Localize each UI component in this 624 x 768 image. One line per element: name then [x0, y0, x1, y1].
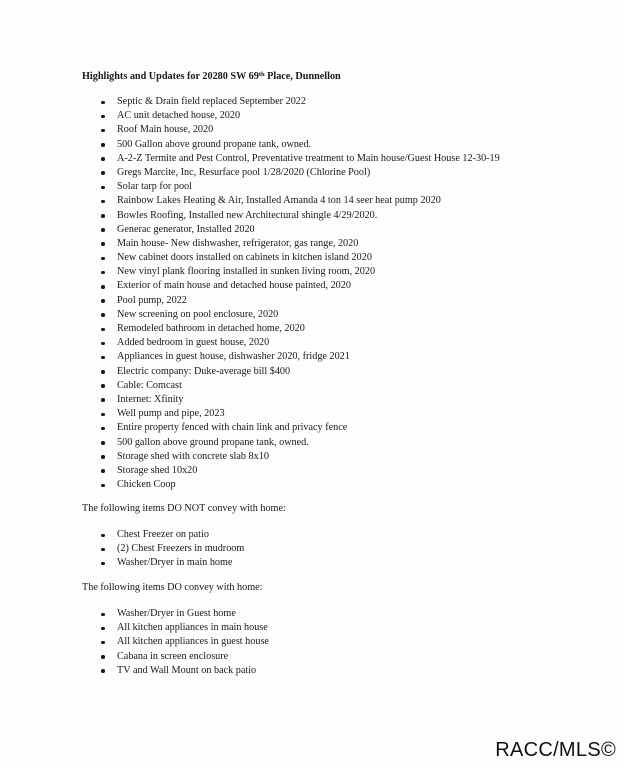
- convey-heading: The following items DO convey with home:: [82, 582, 263, 593]
- list-item: Gregs Marcite, Inc, Resurface pool 1/28/2020 (Chlorine Pool): [0, 166, 500, 180]
- list-item: New cabinet doors installed on cabinets in kitchen island 2020: [0, 251, 500, 265]
- highlights-list: [0, 95, 500, 492]
- list-item: Main house- New dishwasher, refrigerator, gas range, 2020: [0, 237, 500, 251]
- list-item: Storage shed 10x20: [0, 464, 500, 478]
- list-item: 500 Gallon above ground propane tank, owned.: [0, 138, 500, 152]
- list-item: Appliances in guest house, dishwasher 2020, fridge 2021: [0, 350, 500, 364]
- list-item: New screening on pool enclosure, 2020: [0, 308, 500, 322]
- list-item: Pool pump, 2022: [0, 294, 500, 308]
- list-item: Chest Freezer on patio: [0, 528, 244, 542]
- list-item: Solar tarp for pool: [0, 180, 500, 194]
- list-item: Rainbow Lakes Heating & Air, Installed Amanda 4 ton 14 seer heat pump 2020: [0, 194, 500, 208]
- list-item: Washer/Dryer in Guest home: [0, 607, 269, 621]
- list-item: Roof Main house, 2020: [0, 123, 500, 137]
- list-item: 500 gallon above ground propane tank, owned.: [0, 436, 500, 450]
- list-item: Remodeled bathroom in detached home, 2020: [0, 322, 500, 336]
- list-item: A-2-Z Termite and Pest Control, Preventative treatment to Main house/Guest House 12-30-19: [0, 152, 500, 166]
- list-item: Septic & Drain field replaced September 2022: [0, 95, 500, 109]
- list-item: Washer/Dryer in main home: [0, 556, 244, 570]
- list-item: TV and Wall Mount on back patio: [0, 664, 269, 678]
- list-item: Chicken Coop: [0, 478, 500, 492]
- convey-list: [0, 607, 269, 678]
- list-item: Cabana in screen enclosure: [0, 650, 269, 664]
- list-item: Storage shed with concrete slab 8x10: [0, 450, 500, 464]
- mls-watermark: RACC/MLS©: [495, 739, 616, 761]
- list-item: Electric company: Duke-average bill $400: [0, 365, 500, 379]
- list-item: Added bedroom in guest house, 2020: [0, 336, 500, 350]
- list-item: Entire property fenced with chain link and privacy fence: [0, 421, 500, 435]
- not-convey-list: [0, 528, 244, 571]
- list-item: All kitchen appliances in main house: [0, 621, 269, 635]
- list-item: New vinyl plank flooring installed in sunken living room, 2020: [0, 265, 500, 279]
- list-item: Internet: Xfinity: [0, 393, 500, 407]
- list-item: (2) Chest Freezers in mudroom: [0, 542, 244, 556]
- list-item: Generac generator, Installed 2020: [0, 223, 500, 237]
- not-convey-heading: The following items DO NOT convey with home:: [82, 503, 286, 514]
- list-item: All kitchen appliances in guest house: [0, 635, 269, 649]
- list-item: Cable: Comcast: [0, 379, 500, 393]
- list-item: Well pump and pipe, 2023: [0, 407, 500, 421]
- list-item: AC unit detached house, 2020: [0, 109, 500, 123]
- list-item: Exterior of main house and detached house painted, 2020: [0, 279, 500, 293]
- list-item: Bowles Roofing, Installed new Architectural shingle 4/29/2020.: [0, 209, 500, 223]
- document-title: Highlights and Updates for 20280 SW 69th Place, Dunnellon: [82, 71, 341, 82]
